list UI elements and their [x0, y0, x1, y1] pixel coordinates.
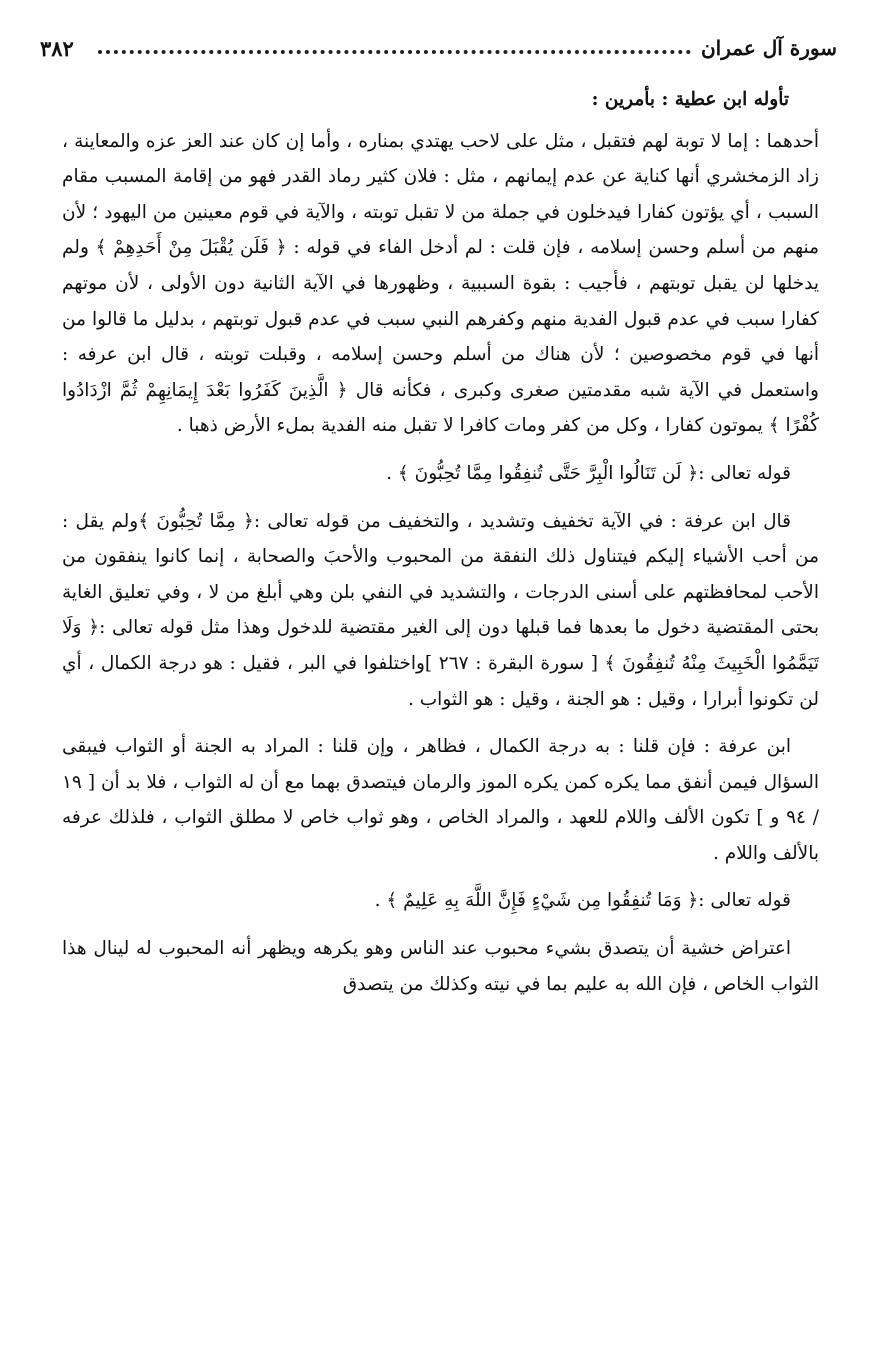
surah-title: سورة آل عمران	[700, 36, 837, 60]
paragraph-intro: تأوله ابن عطية : بأمرين :	[591, 89, 789, 110]
page-number: ٣٨٢	[40, 35, 74, 61]
paragraph-first-interpretation: أحدهما : إما لا توبة لهم فتقبل ، مثل على لاحب يهتدي بمناره ، وأما إن كان عند العز عزه والمعاينة ، زاد الزمخشري أنها كناية عن عدم إيمانهم ، مثل : فلان كثير رماد القدر فهو من إقامة المسبب مقام السبب ، أي يؤتون كفارا فيدخلون في جملة من لا تقبل توبته ، والآية في قوم معينين من اليهود ؛ لأن منهم من أسلم وحسن إسلامه ، فإن قلت : لم أدخل الفاء في قوله : ﴿ فَلَن يُقْبَلَ مِنْ أَحَدِهِمْ ﴾ ولم يدخلها لن يقبل توبتهم ، فأجيب : بقوة السببية ، وظهورها في الآية الثانية دون الأولى ، لأن موتهم كفارا سبب في عدم قبول الفدية منهم وكفرهم النبي سبب في عدم قبول توبتهم ، بدليل ما قالوا من أنها في قوم مخصوصين ؛ لأن هناك من أسلم وحسن إسلامه ، وقبلت توبته ، قال ابن عرفه : واستعمل في الآية شبه مقدمتين صغرى وكبرى ، فكأنه قال ﴿ الَّذِينَ كَفَرُوا بَعْدَ إِيمَانِهِمْ ثُمَّ ازْدَادُوا كُفْرًا ﴾ يموتون كفارا ، وكل من كفر ومات كافرا لا تقبل منه الفدية بملء الأرض ذهبا .	[62, 130, 819, 437]
running-head	[40, 28, 837, 68]
paragraph-verse-lan-tanalu: قوله تعالى :﴿ لَن تَنَالُوا الْبِرَّ حَتَّى تُنفِقُوا مِمَّا تُحِبُّونَ ﴾ .	[386, 462, 791, 484]
paragraph-ibn-arafa-thawab: ابن عرفة : فإن قلنا : به درجة الكمال ، فظاهر ، وإن قلنا : المراد به الجنة أو الثواب فيبقى السؤال فيمن أنفق مما يكره كمن يكره الموز والرمان فيتصدق بهما مع أن له الثواب ، فلا بد أن [ ١٩ / ٩٤ و ] تكون الألف واللام للعهد ، والمراد الخاص ، وهو ثواب خاص لا مطلق الثواب ، فلذلك عرفه بالألف واللام .	[62, 736, 819, 864]
page-body	[62, 82, 819, 1002]
header-dotted-leader	[98, 50, 691, 54]
paragraph-ibn-arafa-takhfif: قال ابن عرفة : في الآية تخفيف وتشديد ، والتخفيف من قوله تعالى :﴿ مِمَّا تُحِبُّونَ ﴾ولم يقل : من أحب الأشياء إليكم فيتناول ذلك النفقة من المحبوب والأحبَ والصحابة ، إنما كانوا ينفقون من الأحب لمحافظتهم على أسنى الدرجات ، والتشديد في النفي بلن وهي أبلغ من لا ، وفي تعليق الغاية بحتى المقتضية دخول ما بعدها فما قبلها دون إلى الغير مقتضية للدخول وهذا مثل قوله تعالى :﴿ وَلَا تَيَمَّمُوا الْخَبِيثَ مِنْهُ تُنفِقُونَ ﴾ [ سورة البقرة : ٢٦٧ ]واختلفوا في البر ، فقيل : هو درجة الكمال ، أي لن تكونوا أبرارا ، وقيل : هو الجنة ، وقيل : هو الثواب .	[62, 510, 819, 710]
paragraph-itiraad: اعتراض خشية أن يتصدق بشيء محبوب عند الناس وهو يكرهه ويظهر أنه المحبوب له لينال هذا الثواب الخاص ، فإن الله به عليم بما في نيته وكذلك من يتصدق	[62, 938, 819, 995]
paragraph-verse-wa-ma-tunfiqu: قوله تعالى :﴿ وَمَا تُنفِقُوا مِن شَيْءٍ فَإِنَّ اللَّهَ بِهِ عَلِيمٌ ﴾ .	[374, 890, 791, 912]
